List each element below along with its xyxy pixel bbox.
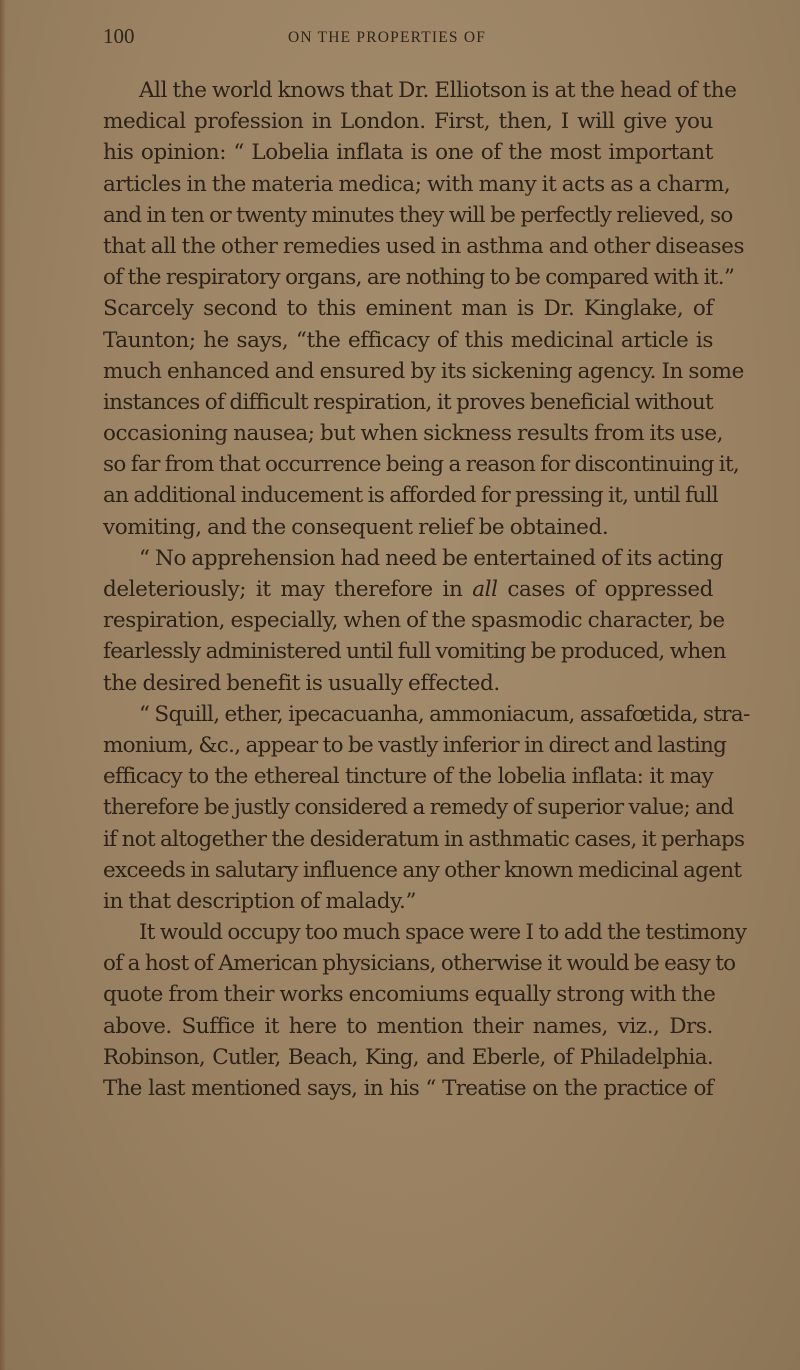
text-line: therefore be justly considered a remedy of superior value; and bbox=[103, 795, 734, 821]
text-line: respiration, especially, when of the spasmodic character, be bbox=[103, 608, 725, 634]
text-line: so far from that occurrence being a reason for discontinuing it, bbox=[103, 452, 740, 478]
text-line: monium, &c., appear to be vastly inferior in direct and lasting bbox=[103, 732, 727, 758]
text-line: occasioning nausea; but when sickness results from its use, bbox=[103, 421, 724, 447]
text-line: It would occupy too much space were I to add the testimony bbox=[139, 920, 747, 946]
text-line: medical profession in London. First, then, I will give you bbox=[103, 109, 713, 135]
text-line: that all the other remedies used in asthma and other diseases bbox=[103, 233, 745, 259]
text-line: Taunton; he says, “the efficacy of this medicinal article is bbox=[103, 327, 713, 353]
text-fragment: deleteriously; it may therefore in bbox=[103, 577, 463, 602]
paragraph-elliotson bbox=[103, 75, 745, 543]
text-line: fearlessly administered until full vomiting be produced, when bbox=[103, 639, 726, 665]
text-line: his opinion: “ Lobelia inflata is one of the most important bbox=[103, 140, 713, 166]
page-edge-shadow bbox=[0, 0, 6, 1370]
text-line: an additional inducement is afforded for pressing it, until full bbox=[103, 483, 718, 509]
text-line: and in ten or twenty minutes they will be perfectly relieved, so bbox=[103, 202, 733, 228]
paragraph-squill bbox=[103, 699, 750, 917]
text-line: instances of difficult respiration, it proves beneficial without bbox=[103, 389, 713, 415]
page-number: 100 bbox=[103, 24, 135, 48]
text-line: much enhanced and ensured by its sickening agency. In some bbox=[103, 358, 744, 384]
text-line: vomiting, and the consequent relief be obtained. bbox=[103, 514, 609, 540]
text-line: of a host of American physicians, otherwise it would be easy to bbox=[103, 951, 736, 977]
text-line: Scarcely second to this eminent man is Dr. Kinglake, of bbox=[103, 296, 713, 322]
text-line: above. Suffice it here to mention their names, viz., Drs. bbox=[103, 1013, 713, 1039]
text-line: exceeds in salutary influence any other known medicinal agent bbox=[103, 857, 742, 883]
text-fragment: cases of oppressed bbox=[507, 577, 714, 602]
paragraph-no-apprehension bbox=[103, 543, 726, 699]
text-line: of the respiratory organs, are nothing to be compared with it.” bbox=[103, 265, 735, 291]
text-line: All the world knows that Dr. Elliotson is at the head of the bbox=[139, 78, 737, 103]
text-line bbox=[103, 574, 713, 605]
text-line: “ Squill, ether, ipecacuanha, ammoniacum, assafœtida, stra- bbox=[139, 701, 750, 727]
italic-emphasis: all bbox=[472, 577, 498, 602]
text-line: if not altogether the desideratum in asthmatic cases, it perhaps bbox=[103, 826, 745, 852]
text-line: articles in the materia medica; with many it acts as a charm, bbox=[103, 171, 731, 197]
text-line: in that description of malady.” bbox=[103, 888, 417, 914]
running-title: ON THE PROPERTIES OF bbox=[288, 29, 487, 46]
text-line: Robinson, Cutler, Beach, King, and Eberle, of Philadelphia. bbox=[103, 1044, 713, 1070]
running-head bbox=[103, 24, 713, 54]
paragraph-american-physicians bbox=[103, 917, 747, 1104]
text-line: quote from their works encomiums equally strong with the bbox=[103, 982, 716, 1008]
body-text bbox=[103, 75, 750, 1104]
text-line: the desired benefit is usually effected. bbox=[103, 670, 500, 696]
text-line: The last mentioned says, in his “ Treatise on the practice of bbox=[103, 1076, 713, 1101]
text-line: efficacy to the ethereal tincture of the lobelia inflata: it may bbox=[103, 764, 713, 790]
text-line: “ No apprehension had need be entertained of its acting bbox=[139, 545, 724, 571]
